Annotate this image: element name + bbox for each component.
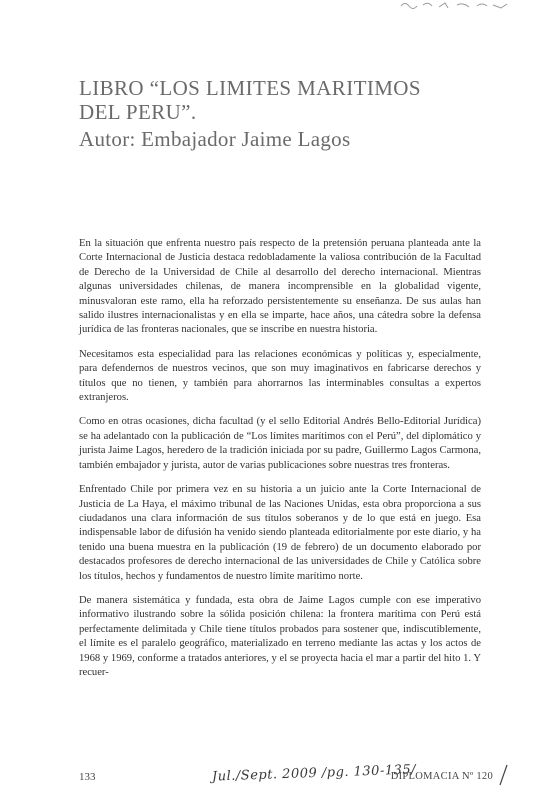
top-margin-scribble xyxy=(397,0,517,14)
handwritten-slash-mark xyxy=(497,764,509,786)
paragraph-5: De manera sistemática y fundada, esta obra de Jaime Lagos cumple con ese imperativo informativo ilustrando sobre la sólida posición chilena: la frontera marítima con Perú está perfectamente delimitada y Chile tiene títulos probados para sostener que, indiscutiblemente, el límite es el paralelo geográfico, materializado en terreno mediante las actas y los actos de 1968 y 1969, conforme a tratados anteriores, y el se proyecta hacia el mar a partir del hito 1. Y recuer- xyxy=(79,594,481,678)
journal-running-head: DIPLOMACIA Nº 120 xyxy=(390,771,493,782)
paragraph-2: Necesitamos esta especialidad para las relaciones económicas y políticas y, especialmente, para defendernos de nuestros vecinos, que son muy imaginativos en fabricarse derechos y títulos que no tienen, y también para ahorrarnos las interminables consultas a expertos extranjeros. xyxy=(79,348,481,404)
author-line: Autor: Embajador Jaime Lagos xyxy=(79,127,351,151)
paragraph-3: Como en otras ocasiones, dicha facultad (y el sello Editorial Andrés Bello-Editorial Jurídica) se ha adelantado con la publicación de “Los límites marítimos con el Perú”, del diplomático y jurista Jaime Lagos, heredero de la tradición iniciada por su padre, Guillermo Lagos Carmona, también embajador y jurista, autor de varias publicaciones sobre nuestras tres fronteras. xyxy=(79,416,481,471)
article-body xyxy=(79,237,481,690)
paragraph-1: En la situación que enfrenta nuestro país respecto de la pretensión peruana planteada ante la Corte Internacional de Justicia destaca redobladamente la valiosa contribución de la Facultad de Derecho de la Universidad de Chile al desarrollo del derecho internacional. Mientras algunas universidades chilenas, de manera incomprensible en la globalidad vigente, minusvaloran este ramo, ella ha reforzado persistentemente su enseñanza. De sus aulas han salido ilustres internacionalistas y en ella se imparte, hace años, una cátedra sobre la defensa jurídica de las fronteras nacionales, que se inscribe en nuestra historia. xyxy=(79,238,481,336)
title-line-1: LIBRO “LOS LIMITES MARITIMOS xyxy=(79,76,421,100)
article-heading xyxy=(79,76,499,153)
page-footer xyxy=(79,762,509,788)
page-number: 133 xyxy=(79,771,96,783)
paragraph-4: Enfrentado Chile por primera vez en su historia a un juicio ante la Corte Internacional de Justicia de La Haya, el máximo tribunal de las Naciones Unidas, esta obra proporciona a sus ciudadanos una clara información de sus títulos soberanos y de lo que está en juego. Esa indispensable labor de difusión ha venido siendo planteada editorialmente por este diario, y ha tenido una buena muestra en la publicación (19 de febrero) de un documento elaborado por destacados profesores de derecho internacional de las universidades de Chile y Católica sobre los títulos, hechos y fundamentos de nuestro límite marítimo norte. xyxy=(79,484,481,582)
handwritten-citation-note: Jul./Sept. 2009 /pg. 130-135/ xyxy=(211,762,417,785)
title-line-2: DEL PERU”. xyxy=(79,100,197,124)
